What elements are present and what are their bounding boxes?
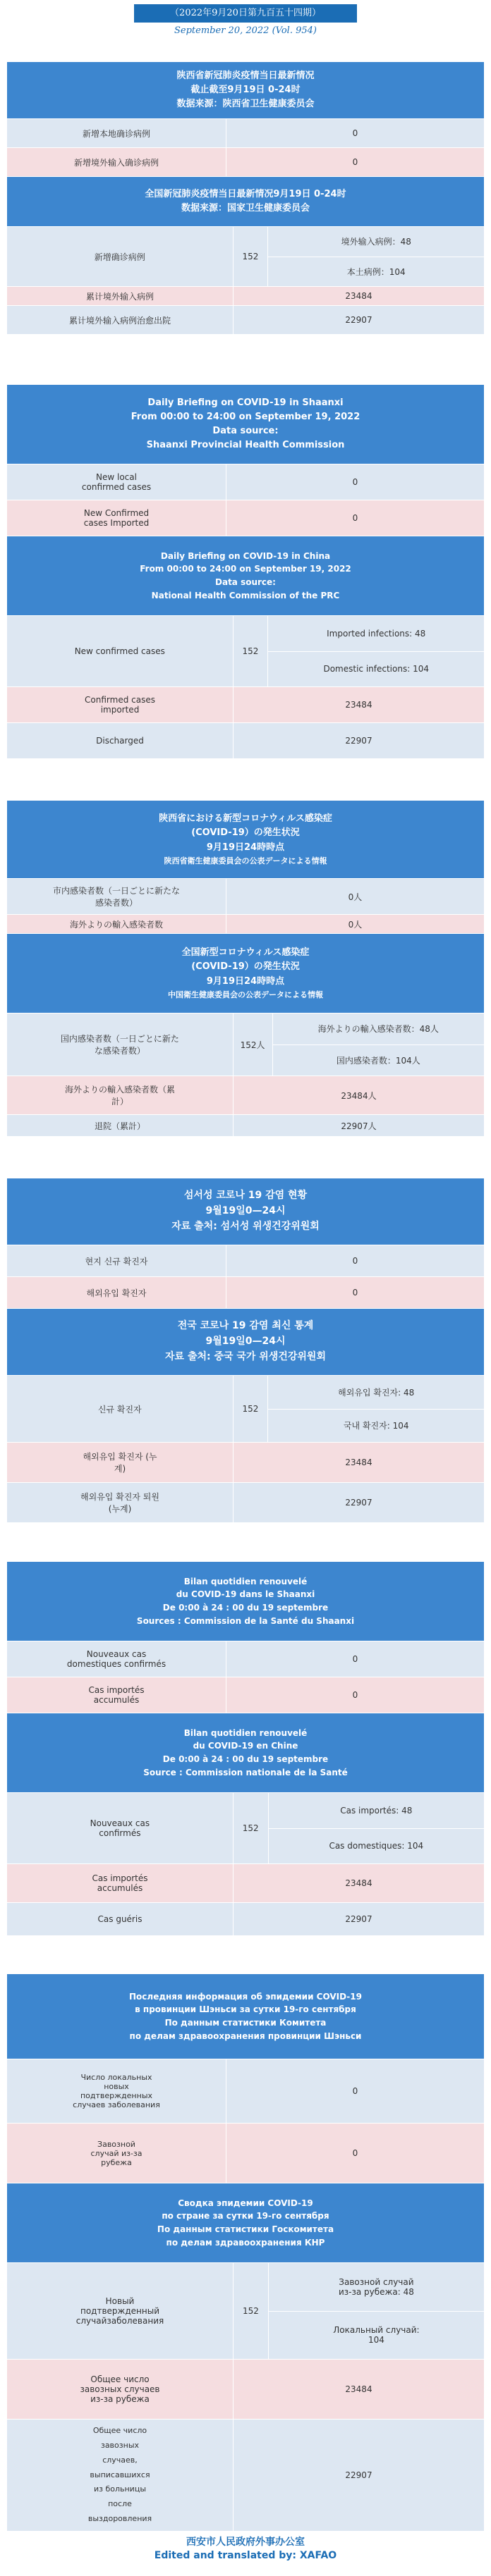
en-new-label: New confirmed cases <box>7 616 233 686</box>
en-cum-value: 23484 <box>233 687 484 722</box>
ru-cum-value: 23484 <box>233 2360 484 2419</box>
ja-local-value: 0人 <box>226 879 484 914</box>
en-imported-label: New Confirmed cases Imported <box>7 500 226 536</box>
ja-new-domestic: 国内感染者数：104人 <box>273 1044 484 1076</box>
ko-new-imported: 해외유입 확진자: 48 <box>268 1376 484 1409</box>
ru-new-label: Новый подтвержденный случайзаболевания <box>7 2263 233 2359</box>
zh-imported-value: 0 <box>226 148 484 176</box>
ja-national-title: 全国新型コロナウィルス感染症 (COVID-19）の発生状況 9月19日24時時点 中国衛生健康委員会の公表データによる情報 <box>7 933 484 1013</box>
ko-discharged-value: 22907 <box>233 1483 484 1522</box>
section-ko <box>7 1178 484 1522</box>
ja-imported-value: 0人 <box>226 915 484 933</box>
zh-cum-value: 23484 <box>233 287 484 305</box>
ja-new-total: 152人 <box>233 1013 272 1076</box>
zh-imported-label: 新增境外输入确诊病例 <box>7 148 226 176</box>
zh-shaanxi-title: 陕西省新冠肺炎疫情当日最新情况 截止截至9月19日 0-24时 数据来源：陕西省卫生健康委员会 <box>7 62 484 118</box>
fr-new-label: Nouveaux cas confirmés <box>7 1793 233 1863</box>
ru-new-domestic: Локальный случай: 104 <box>269 2311 484 2360</box>
ru-cum-label: Общее число завозных случаев из-за рубежа <box>7 2360 233 2419</box>
fr-national-title: Bilan quotidien renouvelé du COVID-19 en Chine De 0:00 à 24 : 00 du 19 septembre Source : Commission nationale de la Santé <box>7 1713 484 1792</box>
zh-local-value: 0 <box>226 119 484 147</box>
fr-cum-value: 23484 <box>233 1864 484 1902</box>
en-national-title: Daily Briefing on COVID-19 in China From 00:00 to 24:00 on September 19, 2022 Data source: National Health Commission of the PRC <box>7 536 484 615</box>
ja-cum-value: 23484人 <box>233 1076 484 1114</box>
en-new-total: 152 <box>233 616 268 686</box>
fr-imported-value: 0 <box>226 1677 484 1713</box>
zh-discharged-value: 22907 <box>233 306 484 334</box>
fr-cum-label: Cas importés accumulés <box>7 1864 233 1902</box>
fr-discharged-value: 22907 <box>233 1903 484 1935</box>
footer-organization: 西安市人民政府外事办公室 <box>186 2537 305 2548</box>
ru-imported-label: Завозной случай из-за рубежа <box>7 2124 226 2183</box>
zh-new-total: 152 <box>233 227 268 286</box>
fr-shaanxi-title: Bilan quotidien renouvelé du COVID-19 dans le Shaanxi De 0:00 à 24 : 00 du 19 septembre Sources : Commission de la Santé du Shaanxi <box>7 1562 484 1641</box>
page <box>0 4 491 2576</box>
section-zh <box>7 62 484 334</box>
ru-imported-value: 0 <box>226 2124 484 2183</box>
ko-imported-label: 해외유입 확진자 <box>7 1277 226 1308</box>
issue-banner: （2022年9月20日第九百五十四期） <box>134 4 357 23</box>
ru-shaanxi-title: Последняя информация об эпидемии COVID-19 в провинции Шэньси за сутки 19-го сентября По данным статистики Комитета по делам здравоохранения провинции Шэньси <box>7 1974 484 2059</box>
en-local-label: New local confirmed cases <box>7 464 226 500</box>
ko-imported-value: 0 <box>226 1277 484 1308</box>
ja-new-label: 国内感染者数（一日ごとに新たな感染者数） <box>7 1013 233 1076</box>
zh-new-domestic: 本土病例：104 <box>268 257 484 287</box>
en-local-value: 0 <box>226 464 484 500</box>
ja-imported-label: 海外よりの輸入感染者数 <box>7 915 226 933</box>
ja-discharged-value: 22907人 <box>233 1115 484 1136</box>
ko-national-title: 전국 코로나 19 감염 최신 통계 9월19일0—24시 자료 출처: 중국 국가 위생건강위원회 <box>7 1308 484 1375</box>
ko-new-label: 신규 확진자 <box>7 1376 233 1442</box>
fr-local-value: 0 <box>226 1641 484 1677</box>
en-cum-label: Confirmed cases imported <box>7 687 233 722</box>
ko-new-domestic: 국내 확진자: 104 <box>268 1409 484 1443</box>
en-discharged-value: 22907 <box>233 723 484 758</box>
ru-local-value: 0 <box>226 2059 484 2123</box>
ja-shaanxi-title: 陕西省における新型コロナウィルス感染症 (COVID-19）の発生状況 9月19日24時時点 陕西省衛生健康委員会の公表データによる情報 <box>7 801 484 878</box>
fr-local-label: Nouveaux cas domestiques confirmés <box>7 1641 226 1677</box>
fr-new-imported: Cas importés: 48 <box>269 1793 484 1828</box>
en-shaanxi-title: Daily Briefing on COVID-19 in Shaanxi From 00:00 to 24:00 on September 19, 2022 Data source: Shaanxi Provincial Health Commission <box>7 385 484 464</box>
fr-new-domestic: Cas domestiques: 104 <box>269 1828 484 1864</box>
ko-shaanxi-title: 섬서성 코로나 19 감염 현황 9월19일0—24시 자료 출처: 섬서성 위생건강위원회 <box>7 1178 484 1245</box>
section-ru <box>7 1974 484 2531</box>
zh-discharged-label: 累计境外输入病例治愈出院 <box>7 306 233 334</box>
ja-cum-label: 海外よりの輸入感染者数（累計） <box>7 1076 233 1114</box>
zh-new-imported: 境外输入病例：48 <box>268 227 484 257</box>
section-ja <box>7 801 484 1136</box>
ru-new-total: 152 <box>233 2263 268 2359</box>
fr-discharged-label: Cas guéris <box>7 1903 233 1935</box>
section-en <box>7 385 484 758</box>
zh-local-label: 新增本地确诊病例 <box>7 119 226 147</box>
ko-local-value: 0 <box>226 1245 484 1276</box>
ko-cum-value: 23484 <box>233 1443 484 1482</box>
ko-cum-label: 해외유입 확진자 (누계) <box>7 1443 233 1482</box>
en-imported-value: 0 <box>226 500 484 536</box>
ko-discharged-label: 해외유입 확진자 퇴원 (누계) <box>7 1483 233 1522</box>
ru-new-imported: Завозной случай из-за рубежа: 48 <box>269 2263 484 2311</box>
footer-credit: Edited and translated by: XAFAO <box>154 2550 337 2561</box>
ru-local-label: Число локальных новых подтвержденных случаев заболевания <box>7 2059 226 2123</box>
issue-date: September 20, 2022 (Vol. 954) <box>174 25 317 36</box>
en-new-imported: Imported infections: 48 <box>268 616 484 651</box>
zh-new-label: 新增确诊病例 <box>7 227 233 286</box>
zh-national-title: 全国新冠肺炎疫情当日最新情况9月19日 0-24时 数据来源：国家卫生健康委员会 <box>7 176 484 226</box>
zh-cum-label: 累计境外输入病例 <box>7 287 233 305</box>
section-fr <box>7 1562 484 1935</box>
ja-discharged-label: 退院（累計） <box>7 1115 233 1136</box>
ru-national-title: Сводка эпидемии COVID-19 по стране за сутки 19-го сентября По данным статистики Госкомитета по делам здравоохранения КНР <box>7 2183 484 2262</box>
ko-new-total: 152 <box>233 1376 268 1442</box>
ru-discharged-label: Общее число завозных случаев, выписавшихся из больницы после выздоровления <box>7 2420 233 2531</box>
ja-local-label: 市内感染者数（一日ごとに新たな感染者数） <box>7 879 226 914</box>
fr-imported-label: Cas importés accumulés <box>7 1677 226 1713</box>
fr-new-total: 152 <box>233 1793 268 1863</box>
ko-local-label: 현지 신규 확진자 <box>7 1245 226 1276</box>
en-discharged-label: Discharged <box>7 723 233 758</box>
ja-new-imported: 海外よりの輸入感染者数：48人 <box>273 1013 484 1044</box>
en-new-domestic: Domestic infections: 104 <box>268 651 484 687</box>
ru-discharged-value: 22907 <box>233 2420 484 2531</box>
